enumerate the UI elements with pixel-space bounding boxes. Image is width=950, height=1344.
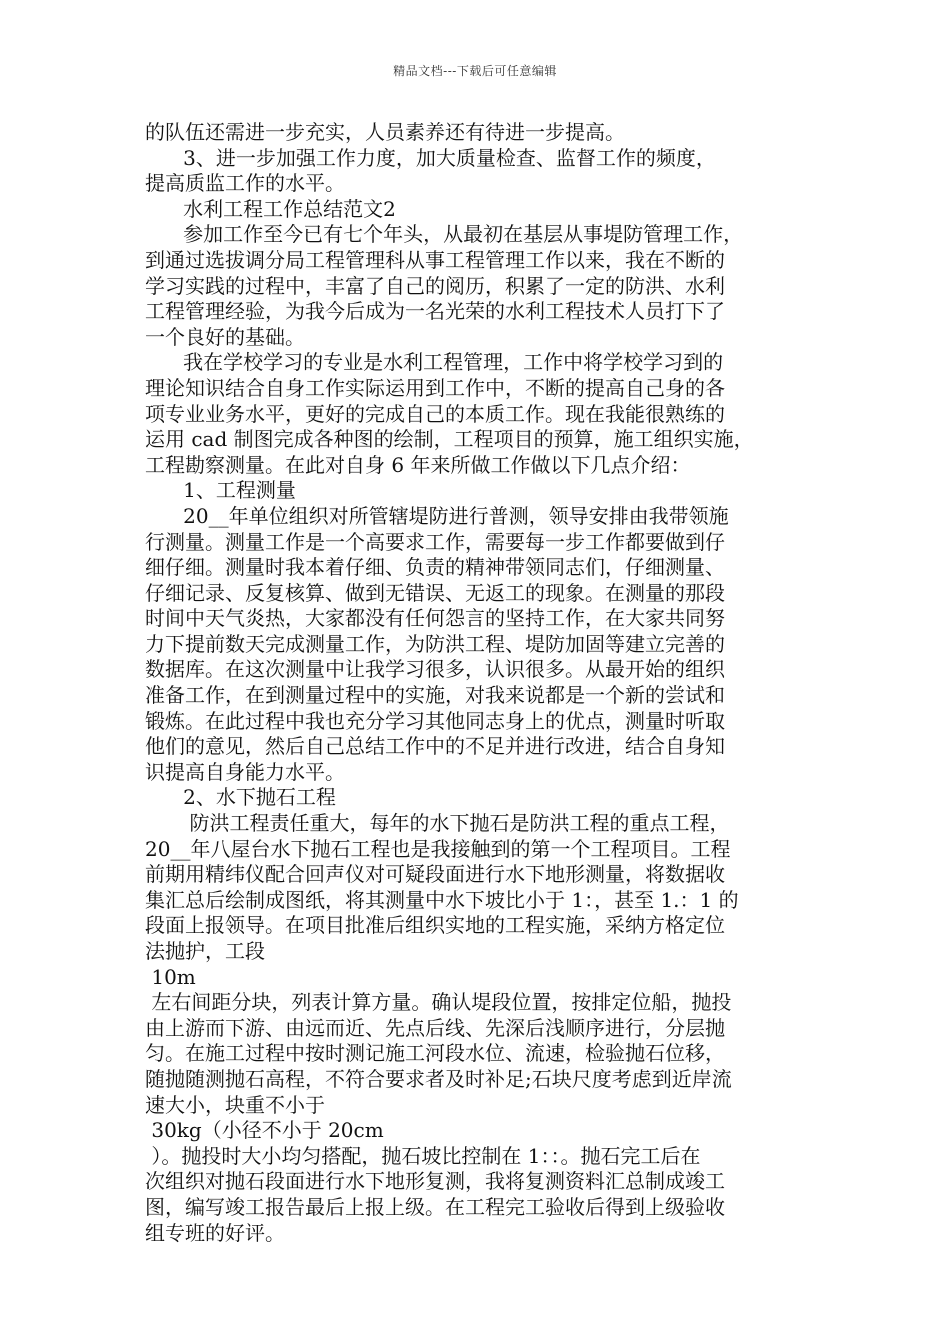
text-line: 运用 cad 制图完成各种图的绘制，工程项目的预算，施工组织实施， <box>145 427 754 452</box>
text-line: 我在学校学习的专业是水利工程管理，工作中将学校学习到的 <box>145 350 724 375</box>
page-header: 精品文档---下载后可任意编辑 <box>393 64 557 78</box>
text-line: 他们的意见，然后自己总结工作中的不足并进行改进，结合自身知 <box>145 734 725 759</box>
text-line: 一个良好的基础。 <box>145 324 305 349</box>
text-line: 20__年八屋台水下抛石工程也是我接触到的第一个工程项目。工程 <box>145 836 731 861</box>
text-line: 随抛随测抛石高程，不符合要求者及时补足;石块尺度考虑到近岸流 <box>145 1066 732 1091</box>
text-line: 项专业业务水平，更好的完成自己的本质工作。现在我能很熟练的 <box>145 401 725 426</box>
text-line: 法抛护，工段 <box>145 939 265 963</box>
text-line: 图，编写竣工报告最后上报上级。在工程完工验收后得到上级验收 <box>145 1194 725 1219</box>
text-line: 工程管理经验，为我今后成为一名光荣的水利工程技术人员打下了 <box>145 299 725 324</box>
text-line: 细仔细。测量时我本着仔细、负责的精神带领同志们，仔细测量、 <box>145 555 725 580</box>
text-line: 前期用精纬仪配合回声仪对可疑段面进行水下地形测量，将数据收 <box>145 862 725 887</box>
text-line: 锻炼。在此过程中我也充分学习其他同志身上的优点，测量时听取 <box>145 708 725 733</box>
text-line: 行测量。测量工作是一个高要求工作，需要每一步工作都要做到仔 <box>145 529 725 554</box>
text-line: 学习实践的过程中，丰富了自己的阅历，积累了一定的防洪、水利 <box>145 273 725 298</box>
text-line: 1、工程测量 <box>145 478 296 503</box>
document-body <box>145 120 817 1246</box>
text-line: 防洪工程责任重大，每年的水下抛石是防洪工程的重点工程， <box>145 811 730 836</box>
text-line: 组专班的好评。 <box>145 1220 285 1245</box>
text-line: 的队伍还需进一步充实，人员素养还有待进一步提高。 <box>145 120 625 144</box>
text-line: 准备工作，在到测量过程中的实施，对我来说都是一个新的尝试和 <box>145 683 725 708</box>
text-line: 集汇总后绘制成图纸，将其测量中水下坡比小于 1：，甚至 1.：1 的 <box>145 887 739 912</box>
text-line: 仔细记录、反复核算、做到无错误、无返工的现象。在测量的那段 <box>145 580 725 605</box>
text-line: 左右间距分块，列表计算方量。确认堤段位置，按排定位船，抛投 <box>145 990 732 1015</box>
text-line: 2、水下抛石工程 <box>145 785 336 810</box>
text-line: 段面上报领导。在项目批准后组织实地的工程实施，采纳方格定位 <box>145 913 725 938</box>
text-line: 数据库。在这次测量中让我学习很多，认识很多。从最开始的组织 <box>145 657 725 682</box>
text-line: 水利工程工作总结范文2 <box>145 196 396 221</box>
text-line: 力下提前数天完成测量工作，为防洪工程、堤防加固等建立完善的 <box>145 631 725 656</box>
text-line: 20__年单位组织对所管辖堤防进行普测，领导安排由我带领施 <box>145 503 729 528</box>
text-line: 30kg（小径不小于 20cm <box>145 1118 384 1143</box>
text-line: 匀。在施工过程中按时测记施工河段水位、流速，检验抛石位移， <box>145 1041 725 1066</box>
text-line: 提高质监工作的水平。 <box>145 171 345 196</box>
text-line: 到通过选拔调分局工程管理科从事工程管理工作以来，我在不断的 <box>145 247 725 272</box>
text-line: 参加工作至今已有七个年头，从最初在基层从事堤防管理工作， <box>145 222 744 247</box>
text-line: 10m <box>145 964 196 989</box>
text-line: 识提高自身能力水平。 <box>145 759 345 784</box>
text-line: 时间中天气炎热，大家都没有任何怨言的坚持工作，在大家共同努 <box>145 606 725 631</box>
text-line: 由上游而下游、由远而近、先点后线、先深后浅顺序进行，分层抛 <box>145 1015 725 1040</box>
text-line: 3、进一步加强工作力度，加大质量检查、监督工作的频度， <box>145 145 716 170</box>
text-line: 速大小，块重不小于 <box>145 1092 325 1117</box>
text-line: ）。抛投时大小均匀搭配，抛石坡比控制在 1：：。抛石完工后在 <box>145 1143 701 1168</box>
text-line: 工程勘察测量。在此对自身 6 年来所做工作做以下几点介绍： <box>145 452 691 477</box>
text-line: 理论知识结合自身工作实际运用到工作中，不断的提高自己身的各 <box>145 375 725 400</box>
text-line: 次组织对抛石段面进行水下地形复测，我将复测资料汇总制成竣工 <box>145 1169 725 1194</box>
